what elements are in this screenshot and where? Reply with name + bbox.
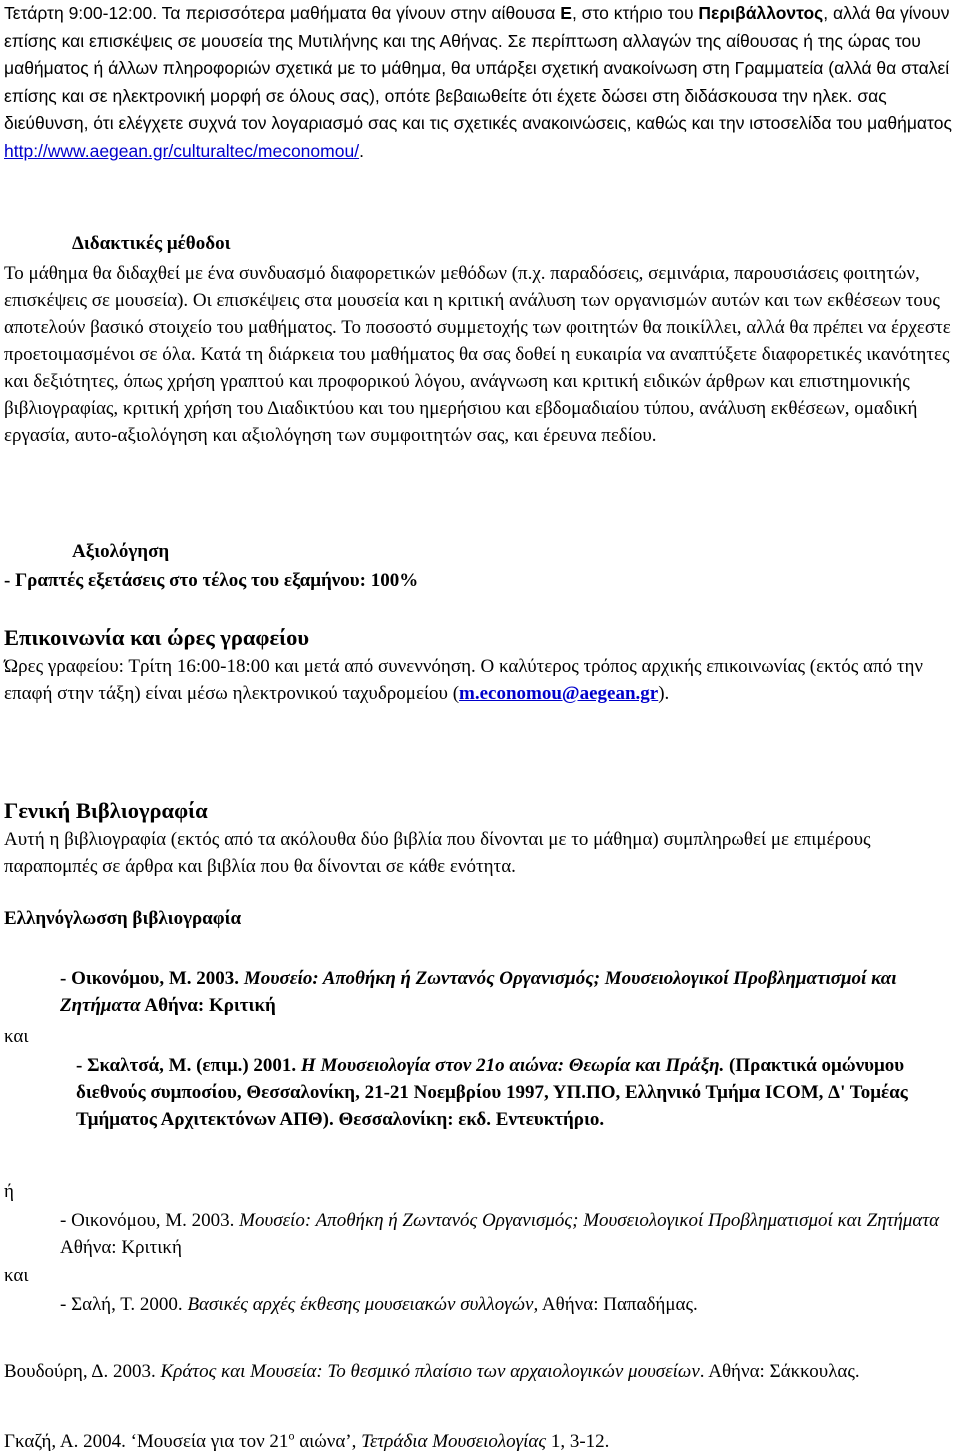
contact-heading: Επικοινωνία και ώρες γραφείου — [4, 625, 309, 650]
course-website-link[interactable]: http://www.aegean.gr/culturaltec/meconomou/ — [4, 140, 360, 161]
bibliography-intro: Αυτή η βιβλιογραφία (εκτός από τα ακόλουθα δύο βιβλία που δίνονται με το μάθημα) συμπληρωθεί με επιμέρους παραπομπές σε άρθρα και βιβλία που θα δίνονται σε κάθε ενότητα. — [4, 829, 871, 877]
reference-item: - Σαλή, Τ. 2000. Βασικές αρχές έκθεσης μουσειακών συλλογών, Αθήνα: Παπαδήμας. — [60, 1294, 698, 1315]
methods-text: Το μάθημα θα διδαχθεί με ένα συνδυασμό διαφορετικών μεθόδων (π.χ. παραδόσεις, σεμινάρια, παρουσιάσεις φοιτητών, επισκέψεις σε μουσεία). Οι επισκέψεις στα μουσεία και η κριτική ανάλυση των οργανισμών αυτών και των εκθέσεων τους αποτελούν βασικό στοιχείο του μαθήματος. Το ποσοστό συμμετοχής των φοιτητών θα ποικίλλει, αλλά θα πρέπει να έρχεστε προετοιμασμένοι σε όλα. Κατά τη διάρκεια του μαθήματος θα σας δοθεί η ευκαιρία να αναπτύξετε διαφορετικές ικανότητες και δεξιότητες, όπως χρήση γραπτού και προφορικού λόγου, ανάγνωση και κριτική ειδικών άρθρων και επιστημονικής βιβλιογραφίας, κριτική χρήση του Διαδικτύου και του ημερήσιου και εβδομαδιαίου τύπου, ανάλυση εκθέσεων, ομαδική εργασία, αυτο-αξιολόγηση και αξιολόγηση των συμφοιτητών σας, και έρευνα πεδίου. — [4, 263, 951, 446]
contact-section — [4, 623, 956, 707]
conjunction-or: ή — [4, 1181, 14, 1202]
greek-bibliography-heading: Ελληνόγλωσση βιβλιογραφία — [4, 908, 242, 929]
reference-title: Βασικές αρχές έκθεσης μουσειακών συλλογών, — [187, 1294, 539, 1315]
reference-title: Τετράδια Μουσειολογίας — [361, 1431, 547, 1452]
assessment-section — [4, 538, 956, 594]
conjunction-and: και — [4, 1265, 29, 1286]
intro-text: . — [359, 140, 364, 161]
intro-text: Σε περίπτωση αλλαγών της αίθουσας ή της ώρας του μαθήματος ή άλλων πληροφοριών σχετικά με το μάθημα, θα υπάρξει σχετική ανακοίνωση στη Γραμματεία (αλλά θα σταλεί επίσης και σε ηλεκτρονική μορφή σε όλους σας), οπότε βεβαιωθείτε ότι έχετε δώσει στη διδάσκουσα την ηλεκ. σας διεύθυνση, ότι ελέγχετε συχνά τον λογαριασμό σας και τις σχετικές ανακοινώσεις, καθώς και την ιστοσελίδα του μαθήματος — [4, 30, 952, 133]
reference-item: - Σκαλτσά, Μ. (επιμ.) 2001. Η Μουσειολογία στον 21ο αιώνα: Θεωρία και Πράξη. (Πρακτικά ομώνυμου διεθνούς συμποσίου, Θεσσαλονίκη, 21-21 Νοεμβρίου 1997, ΥΠ.ΠΟ, Ελληνικό Τμήμα ICOM, Δ' Τομέας Τμήματος Αρχιτεκτόνων ΑΠΘ). Θεσσαλονίκη: εκδ. Εντευκτήριο. — [76, 1055, 908, 1130]
intro-text: , αλλά θα γίνουν επίσης και επισκέψεις σε μουσεία της Μυτιλήνης και της — [4, 3, 950, 51]
contact-text: Ώρες γραφείου: Τρίτη 16:00-18:00 και μετά από συνεννόηση. Ο καλύτερος τρόπος αρχικής επικοινωνίας (εκτός από την επαφή στην τάξη) είναι μέσω ηλεκτρονικού ταχυδρομείου ( — [4, 656, 923, 704]
intro-text: , στο κτήριο του — [571, 3, 694, 23]
methods-heading: Διδακτικές μέθοδοι — [72, 233, 231, 254]
reference-item: - Οικονόμου, Μ. 2003. Μουσείο: Αποθήκη ή Ζωντανός Οργανισμός; Μουσειολογικοί Προβληματισμοί και Ζητήματα Αθήνα: Κριτική — [60, 1210, 940, 1258]
reference-title: Η Μουσειολογία στον 21ο αιώνα: Θεωρία και Πράξη. — [300, 1055, 725, 1076]
contact-text: ). — [658, 683, 670, 704]
email-link[interactable]: m.economou@aegean.gr — [459, 683, 659, 704]
reference-item: Γκαζή, Α. 2004. ‘Μουσεία για τον $21^o$ αιώνα’, Τετράδια Μουσειολογίας 1, 3-12. — [4, 1428, 610, 1452]
reference-item: - Οικονόμου, Μ. 2003. Μουσείο: Αποθήκη ή Ζωντανός Οργανισμός; Μουσειολογικοί Προβληματισμοί και Ζητήματα Αθήνα: Κριτική — [60, 968, 897, 1016]
conjunction-and: και — [4, 1026, 29, 1047]
reference-title: Κράτος και Μουσεία: Το θεσμικό πλαίσιο των αρχαιολογικών μουσείων — [160, 1361, 700, 1382]
reference-item: Βουδούρη, Δ. 2003. Κράτος και Μουσεία: Το θεσμικό πλαίσιο των αρχαιολογικών μουσείων. Αθήνα: Σάκκουλας. — [4, 1361, 860, 1382]
room-name: Ε — [560, 3, 572, 23]
assessment-item: - Γραπτές εξετάσεις στο τέλος του εξαμήνου: 100% — [4, 570, 419, 591]
bibliography-heading: Γενική Βιβλιογραφία — [4, 798, 208, 823]
bibliography-section — [4, 796, 956, 932]
intro-text: Τετάρτη 9:00-12:00. Τα περισσότερα μαθήματα θα γίνουν στην αίθουσα — [4, 3, 561, 23]
methods-section — [4, 230, 956, 449]
intro-text: Αθήνας. — [439, 30, 508, 51]
building-name: Περιβάλλοντος — [698, 3, 824, 23]
reference-title: Μουσείο: Αποθήκη ή Ζωντανός Οργανισμός; Μουσειολογικοί Προβληματισμοί και Ζητήματα — [239, 1210, 940, 1231]
assessment-heading: Αξιολόγηση — [72, 541, 170, 562]
reference-title: Μουσείο: Αποθήκη ή Ζωντανός Οργανισμός; Μουσειολογικοί Προβληματισμοί και Ζητήματα — [60, 968, 897, 1016]
intro-paragraph — [4, 0, 956, 165]
